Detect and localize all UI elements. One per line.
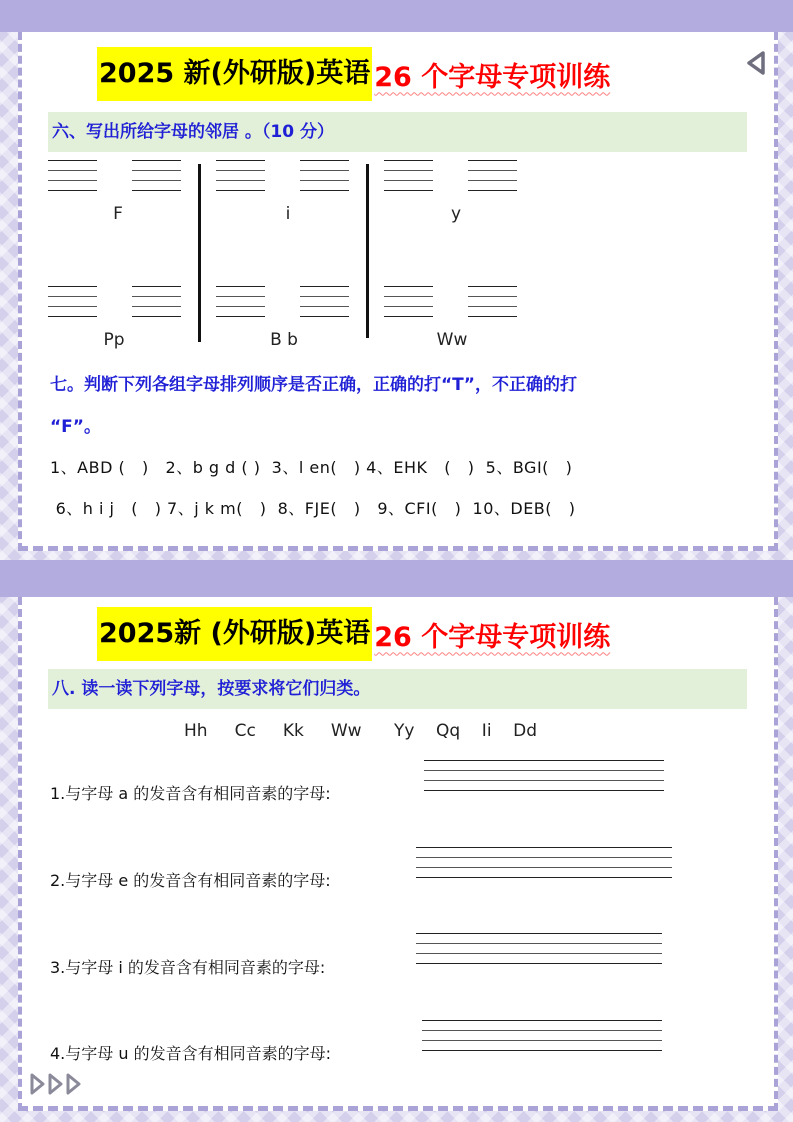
given-letter: F — [113, 204, 123, 224]
title-red-text: 26 个字母专项训练 — [374, 61, 611, 93]
section-7-heading: 七。判断下列各组字母排列顺序是否正确，正确的打“T”，不正确的打 — [50, 375, 577, 395]
question-row-1[interactable]: 1、ABD ( ) 2、b g d ( ) 3、l en( ) 4、EHK ( ) 5、BGI( ) — [50, 458, 573, 477]
triple-triangle-right-icon[interactable] — [28, 1071, 88, 1097]
title-red-text: 26 个字母专项训练 — [374, 621, 611, 653]
answer-lines[interactable] — [48, 160, 97, 200]
worksheet-2 — [18, 597, 778, 1111]
question-row-2[interactable]: 6、h i j ( ) 7、j k m( ) 8、FJE( ) 9、CFI( ) 10、DEB( ) — [50, 499, 576, 518]
group-divider — [198, 164, 201, 342]
classify-item-3: 3.与字母 i 的发音含有相同音素的字母: — [50, 958, 326, 977]
answer-lines[interactable] — [384, 286, 433, 326]
given-letter: B b — [270, 330, 298, 350]
answer-lines[interactable] — [468, 286, 517, 326]
section-6-heading: 六、写出所给字母的邻居 。（10 分） — [48, 112, 747, 152]
title-2 — [97, 607, 610, 661]
classify-item-1: 1.与字母 a 的发音含有相同音素的字母: — [50, 784, 331, 803]
top-band — [0, 0, 793, 32]
answer-lines[interactable] — [422, 1020, 662, 1060]
worksheet-1 — [18, 32, 778, 551]
section-7-heading-cont: “F”。 — [50, 417, 101, 437]
answer-lines[interactable] — [216, 286, 265, 326]
title-1 — [97, 47, 610, 101]
letter-pool: Hh Cc Kk Ww Yy Qq Ii Dd — [184, 721, 538, 741]
page-1 — [0, 0, 793, 560]
answer-lines[interactable] — [468, 160, 517, 200]
classify-item-2: 2.与字母 e 的发音含有相同音素的字母: — [50, 871, 331, 890]
answer-lines[interactable] — [384, 160, 433, 200]
title-black-text: 2025新 (外研版)英语 — [97, 607, 372, 661]
answer-lines[interactable] — [48, 286, 97, 326]
page-2 — [0, 597, 793, 1122]
given-letter: Ww — [436, 330, 468, 350]
answer-lines[interactable] — [424, 760, 664, 800]
triangle-left-icon[interactable] — [745, 50, 767, 76]
answer-lines[interactable] — [132, 160, 181, 200]
answer-lines[interactable] — [416, 847, 672, 887]
answer-lines[interactable] — [216, 160, 265, 200]
section-8-heading: 八. 读一读下列字母，按要求将它们归类。 — [48, 669, 747, 709]
middle-band — [0, 565, 793, 597]
answer-lines[interactable] — [132, 286, 181, 326]
given-letter: Pp — [103, 330, 125, 350]
given-letter: y — [450, 204, 462, 224]
answer-lines[interactable] — [300, 160, 349, 200]
answer-lines[interactable] — [300, 286, 349, 326]
group-divider — [366, 164, 369, 338]
title-black-text: 2025 新(外研版)英语 — [97, 47, 372, 101]
answer-lines[interactable] — [416, 933, 662, 973]
given-letter: i — [285, 204, 291, 224]
classify-item-4: 4.与字母 u 的发音含有相同音素的字母: — [50, 1044, 331, 1063]
